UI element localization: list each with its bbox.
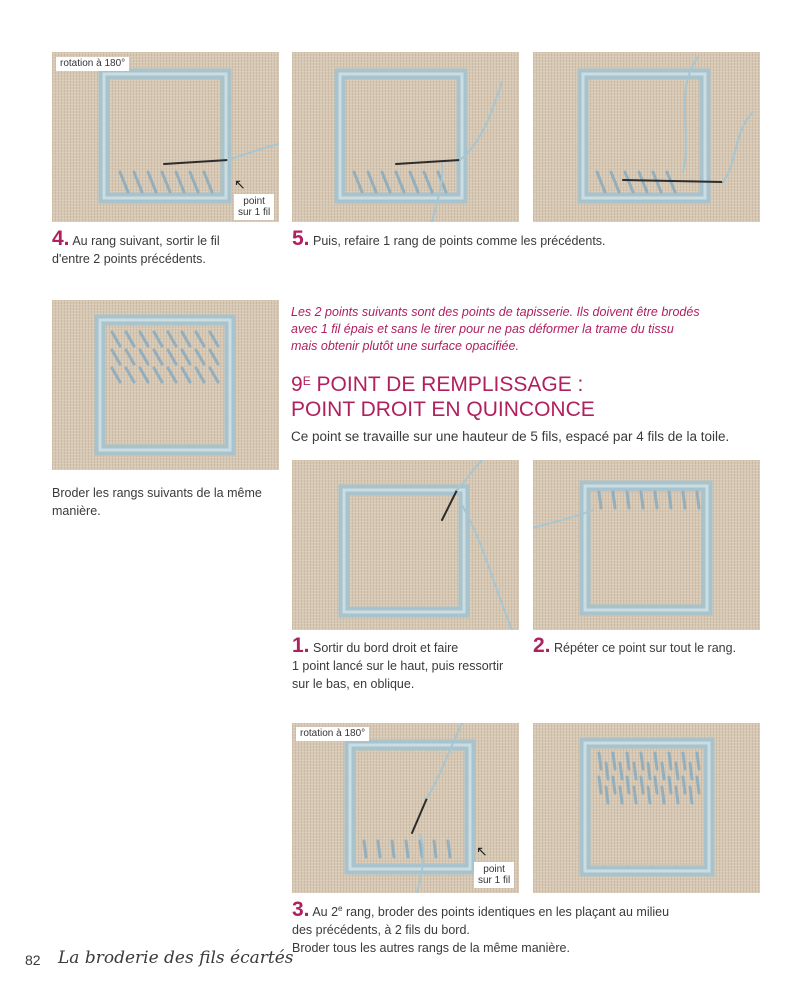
step3-number: 3.: [292, 898, 310, 922]
callout-label-bottom: point sur 1 fil: [474, 862, 514, 888]
step3-caption: 3. Au 2e rang, broder des points identiques en les plaçant au milieu des précédents, à 2 fils du bord. Broder tous les autres rangs de la même manière.: [292, 898, 670, 956]
step2-number: 2.: [533, 634, 551, 657]
page-number: 82: [25, 952, 41, 968]
step4-number: 4.: [52, 227, 70, 250]
callout-arrow-icon: ↖: [234, 176, 246, 192]
stitch-row: [599, 492, 699, 508]
section-description: Ce point se travaille sur une hauteur de 5 fils, espacé par 4 fils de la toile.: [291, 429, 730, 444]
rotation-label-bottom: rotation à 180°: [296, 727, 369, 741]
left-caption: Broder les rangs suivants de la même manière.: [52, 486, 262, 518]
stitch-row: [354, 172, 446, 192]
book-title: La broderie des fils écartés: [58, 948, 294, 968]
photo-step2: [533, 460, 760, 630]
step4-caption: 4. Au rang suivant, sortir le fil d'entre 2 points précédents.: [52, 227, 220, 266]
photo-step1: [292, 460, 519, 630]
photo-step5-needle: [533, 52, 760, 222]
callout-arrow-icon-bottom: ↖: [476, 843, 488, 859]
section-intro: Les 2 points suivants sont des points de tapisserie. Ils doivent être brodés avec 1 fil épais et sans le tirer pour ne pas déformer la trame du tissu mais obtenir plutôt une surface opacifiée.: [291, 305, 700, 353]
step1-caption: 1. Sortir du bord droit et faire 1 point lancé sur le haut, puis ressortir sur le bas, en oblique.: [292, 634, 504, 691]
step5-caption: 5. Puis, refaire 1 rang de points comme les précédents.: [292, 227, 606, 250]
rotation-label: rotation à 180°: [56, 57, 129, 71]
photo-step3-result: [533, 723, 760, 893]
photo-completed-rows: [52, 300, 279, 470]
step2-caption: 2. Répéter ce point sur tout le rang.: [533, 634, 737, 657]
section-heading: $9^E$ POINT DE REMPLISSAGE : POINT DROIT EN QUINCONCE: [291, 373, 595, 421]
stitch-grid: [112, 332, 218, 382]
step5-number: 5.: [292, 227, 310, 250]
photo-step5: [292, 52, 519, 222]
stitch-row: [597, 172, 675, 192]
stitch-row: [120, 172, 212, 192]
stitch-row: [364, 841, 450, 857]
callout-label: point sur 1 fil: [234, 194, 274, 220]
step1-number: 1.: [292, 634, 310, 657]
stitch-grid: [599, 753, 699, 803]
